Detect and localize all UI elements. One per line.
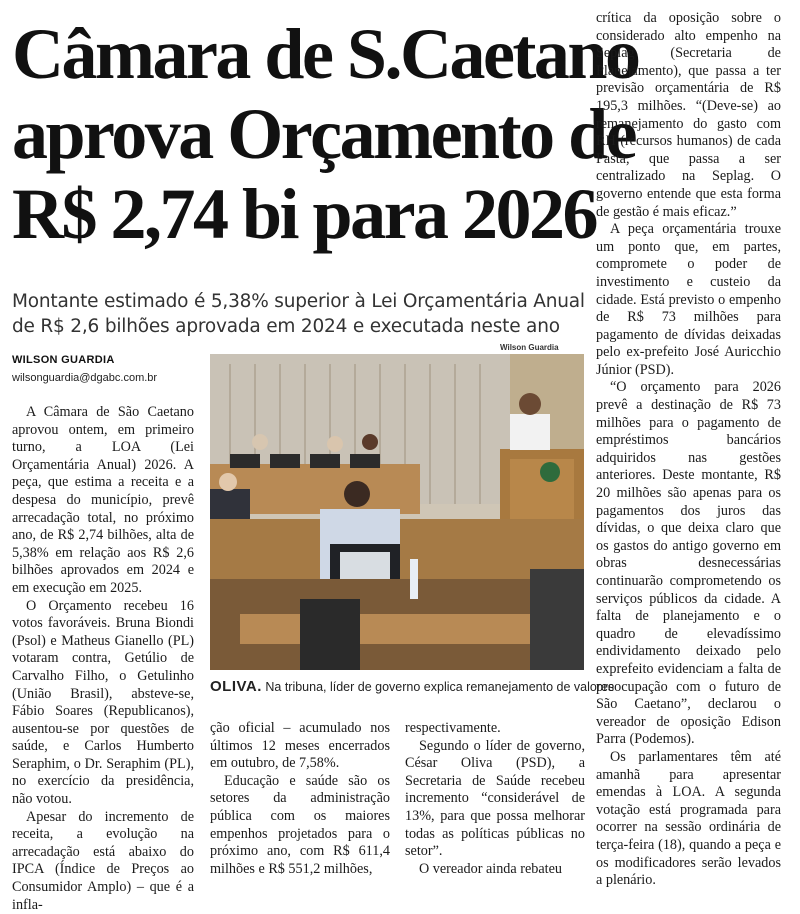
author-email[interactable]: wilsonguardia@dgabc.com.br: [12, 372, 158, 384]
article-column-2: [210, 720, 390, 878]
caption-tag: OLIVA.: [210, 678, 262, 695]
article-column-4: [596, 10, 781, 890]
caption-text: Na tribuna, líder de governo explica remanejamento de valores: [261, 680, 615, 694]
headline: [12, 14, 639, 254]
article-column-1: [12, 404, 194, 914]
headline-line: R$ 2,74 bi para 2026: [12, 174, 597, 254]
paragraph: “O orçamento para 2026 prevê a destinação de R$ 73 milhões para o pagamento de empréstimos bancários adquiridos nas gestões anteriores. Deste montante, R$ 20 milhões são apenas para os pagamentos dos juros das dívidas, o que deixa claro que os gastos do antigo governo em obras desnecessárias continuarão comprometendo os serviços públicos da cidade. A falta de planejamento e o quadro de elevadíssimo endividamento deixado pelo exprefeito evidenciam a falta de preocupação com o futuro de São Caetano”, declarou o vereador de oposição Edison Parra (Podemos).: [596, 379, 781, 748]
paragraph: respectivamente.: [405, 720, 501, 736]
paragraph: O Orçamento recebeu 16 votos favoráveis. Bruna Biondi (Psol) e Matheus Gianello (PL) votaram contra, Getúlio de Carvalho Filho, o Getulinho (União Brasil), absteve-se, Fábio Soares (Republicanos), ausentou-se por questões de saúde, e Carlos Humberto Seraphim, o Dr. Seraphim (PL), no exercício da presidência, não votou.: [12, 597, 194, 808]
council-chamber-photo: [210, 354, 584, 670]
photo-credit: Wilson Guardia: [500, 343, 559, 352]
paragraph: O vereador ainda rebateu: [419, 860, 562, 877]
subheadline-line: Montante estimado é 5,38% superior à Lei Orçamentária Anual: [12, 291, 585, 312]
subheadline: [12, 289, 592, 339]
article-column-3: [405, 720, 585, 878]
author-byline: WILSON GUARDIA: [12, 354, 115, 366]
headline-line: aprova Orçamento de: [12, 94, 636, 174]
paragraph: A peça orçamentária trouxe um ponto que, em partes, compromete o poder de investimento e custeio da cidade. Está previsto o empenho de R$ 73 milhões para pagamento de dívidas deixadas pelo ex-prefeito José Auricchio Júnior (PSD).: [596, 221, 781, 378]
headline-line: Câmara de S.Caetano: [12, 14, 639, 94]
paragraph: Segundo o líder de governo, César Oliva (PSD), a Secretaria de Saúde recebeu incremento “considerável de 13%, para que possa melhorar todas as políticas públicas no setor”.: [405, 737, 585, 860]
paragraph: Educação e saúde são os setores da administração pública com os maiores empenhos projetados para o próximo ano, com R$ 611,4 milhões e R$ 551,2 milhões,: [210, 772, 390, 877]
paragraph: A Câmara de São Caetano aprovou ontem, em primeiro turno, a LOA (Lei Orçamentária Anual) 2026. A peça, que estima a receita e a despesa do município, prevê arrecadação total, no próximo ano, de R$ 2,74 bilhões, alta de 5,38% em relação aos R$ 2,6 bilhões aprovados em 2024 e em execução em 2025.: [12, 404, 194, 596]
paragraph: crítica da oposição sobre o considerado alto empenho na Seplag (Secretaria de Planejamento), que passa a ter previsão orçamentária de R$ 195,3 milhões. “(Deve-se) ao remanejamento do gasto com RH (recursos humanos) de cada Pasta, que passa a ser centralizado na Seplag. O governo entende que esta forma de gestão é mais eficaz.”: [596, 10, 781, 220]
paragraph: ção oficial – acumulado nos últimos 12 meses encerrados em outubro, de 7,58%.: [210, 720, 390, 772]
paragraph: Apesar do incremento de receita, a evolução na arrecadação está abaixo do IPCA (Índice de Preços ao Consumidor Amplo) – que é a infla-: [12, 808, 194, 913]
paragraph: Os parlamentares têm até amanhã para apresentar emendas à LOA. A segunda votação está programada para ocorrer na sessão ordinária de terça-feira (18), quando a peça e os modificadores serão levados a plenário.: [596, 748, 781, 889]
photo-caption: [210, 678, 615, 695]
subheadline-line: de R$ 2,6 bilhões aprovada em 2024 e executada neste ano: [12, 316, 560, 337]
